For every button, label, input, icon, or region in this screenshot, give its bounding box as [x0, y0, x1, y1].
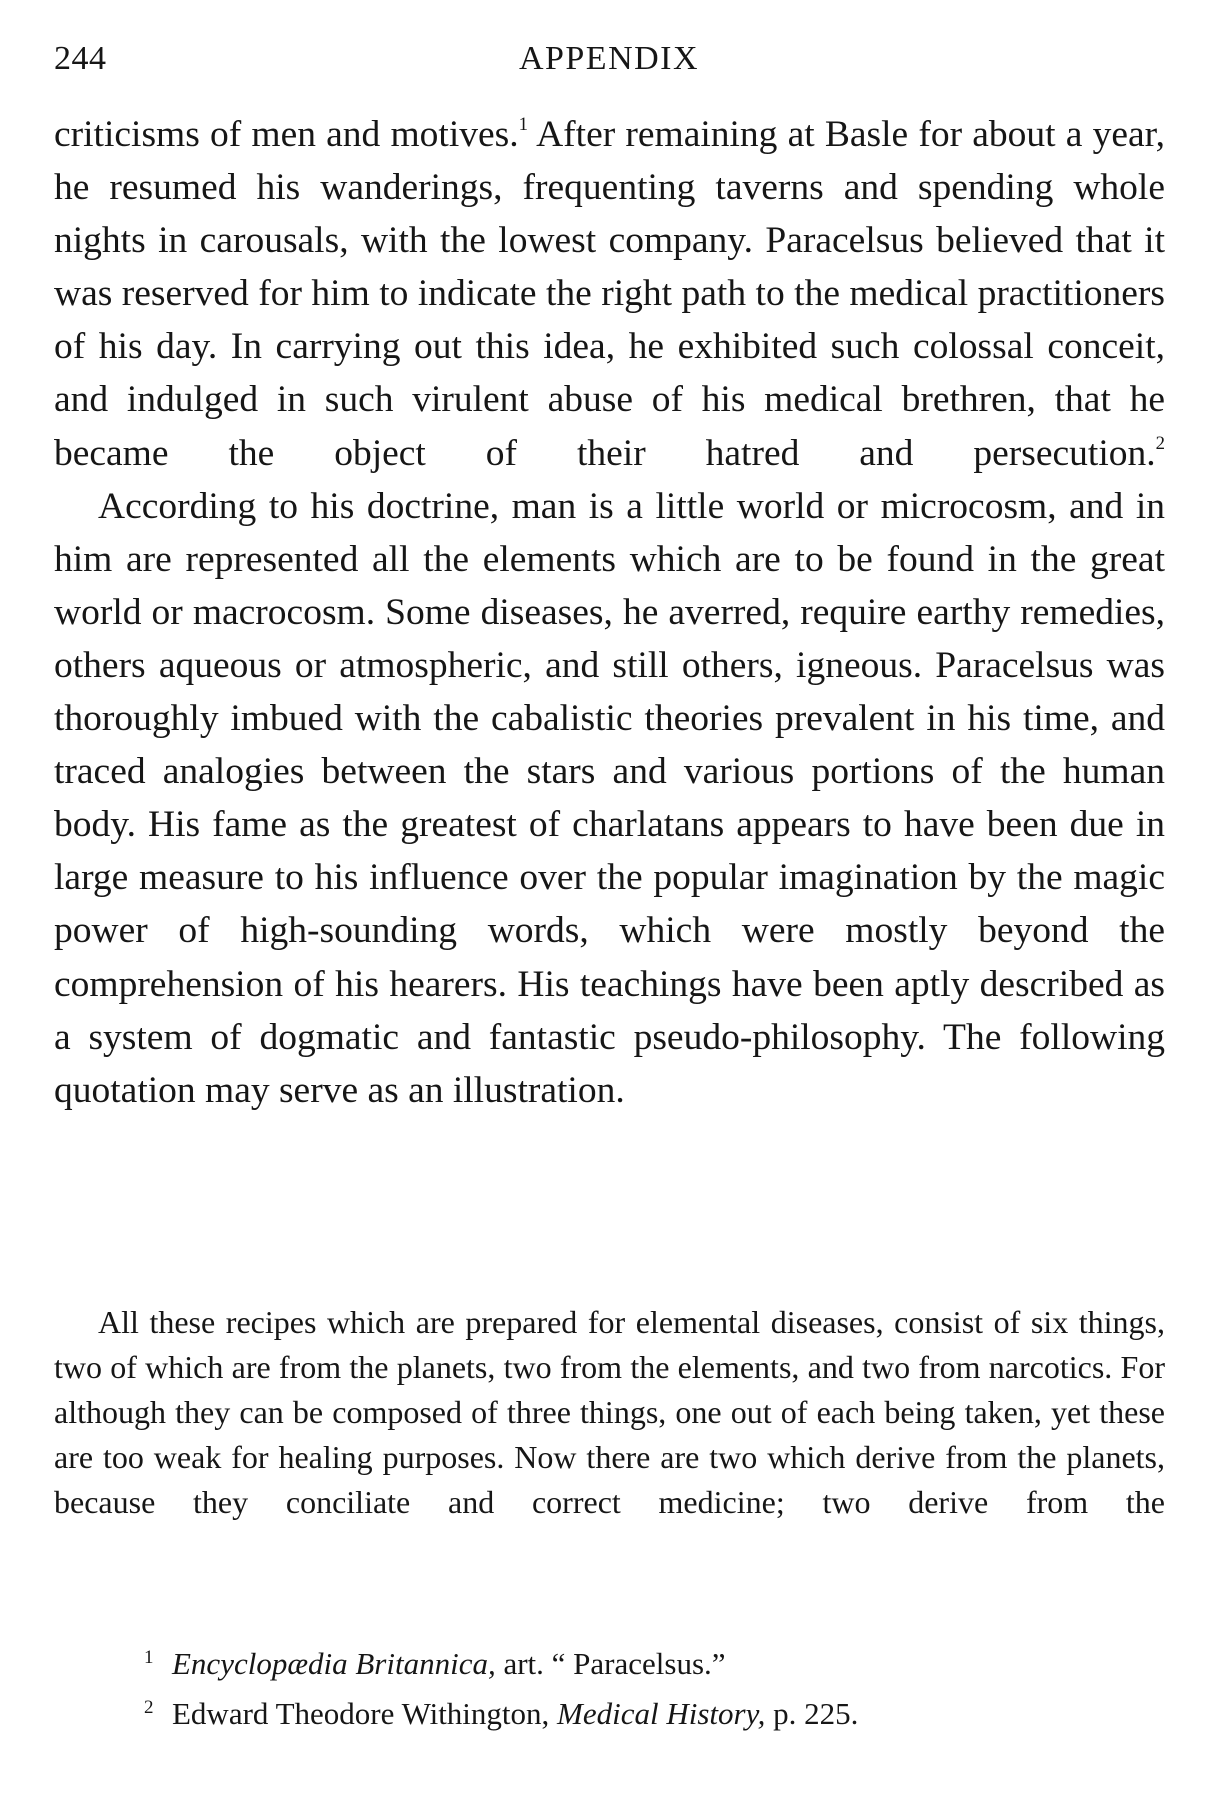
footnotes — [144, 1636, 1164, 1736]
paragraph-1-text-start: criticisms of men and motives. — [54, 114, 519, 155]
footnote-reference-2: 2 — [1155, 432, 1165, 454]
footnote-title: Encyclopædia Britannica, — [172, 1646, 496, 1681]
footnote-2 — [144, 1686, 1164, 1736]
footnote-marker: 1 — [144, 1647, 154, 1668]
quotation-text: All these recipes which are prepared for elemental diseases, consist of six things, two of which are from the planets, two from the elements, and two from narcotics. For although they can be composed of three things, one out of each being taken, yet these are too weak for healing purposes. Now there are two which derive from the planets, because they conciliate and correct medicine; two derive from the — [54, 1304, 1165, 1520]
block-quotation — [54, 1300, 1165, 1525]
page-number: 244 — [54, 40, 107, 77]
running-head: APPENDIX — [518, 40, 700, 77]
paragraph-2: According to his doctrine, man is a little world or microcosm, and in him are represented all the elements which are to be found in the great world or macrocosm. Some diseases, he averred, require earthy remedies, others aqueous or atmospheric, and still others, igneous. Paracelsus was thoroughly imbued with the cabalistic theories prevalent in his time, and traced analogies between the stars and various portions of the human body. His fame as the greatest of charlatans appears to have been due in large measure to his influence over the popular imagination by the magic power of high-sounding words, which were mostly beyond the comprehension of his hearers. His teachings have been aptly described as a system of dogmatic and fantastic pseudo-philosophy. The following quotation may serve as an illustration. — [54, 485, 1165, 1111]
page-header — [54, 40, 1164, 90]
main-text — [54, 108, 1165, 1117]
footnote-reference-1: 1 — [518, 114, 528, 136]
footnote-1 — [144, 1636, 1164, 1686]
footnote-text: art. “ Paracelsus.” — [495, 1646, 726, 1681]
footnote-author: Edward Theodore Withington, — [172, 1696, 558, 1731]
paragraph-1-text-end: After remaining at Basle for about a year, he resumed his wanderings, frequenting taverns and spending whole nights in carousals, with the lowest company. Paracelsus believed that it was reserved for him to indicate the right path to the medical practitioners of his day. In carrying out this idea, he exhibited such colossal conceit, and indulged in such virulent abuse of his medical brethren, that he became the object of their hatred and persecution. — [54, 114, 1165, 474]
footnote-title: Medical History, — [557, 1696, 766, 1731]
footnote-marker: 2 — [144, 1697, 154, 1718]
footnote-text: p. 225. — [765, 1696, 859, 1731]
paragraph-1 — [54, 108, 1165, 480]
